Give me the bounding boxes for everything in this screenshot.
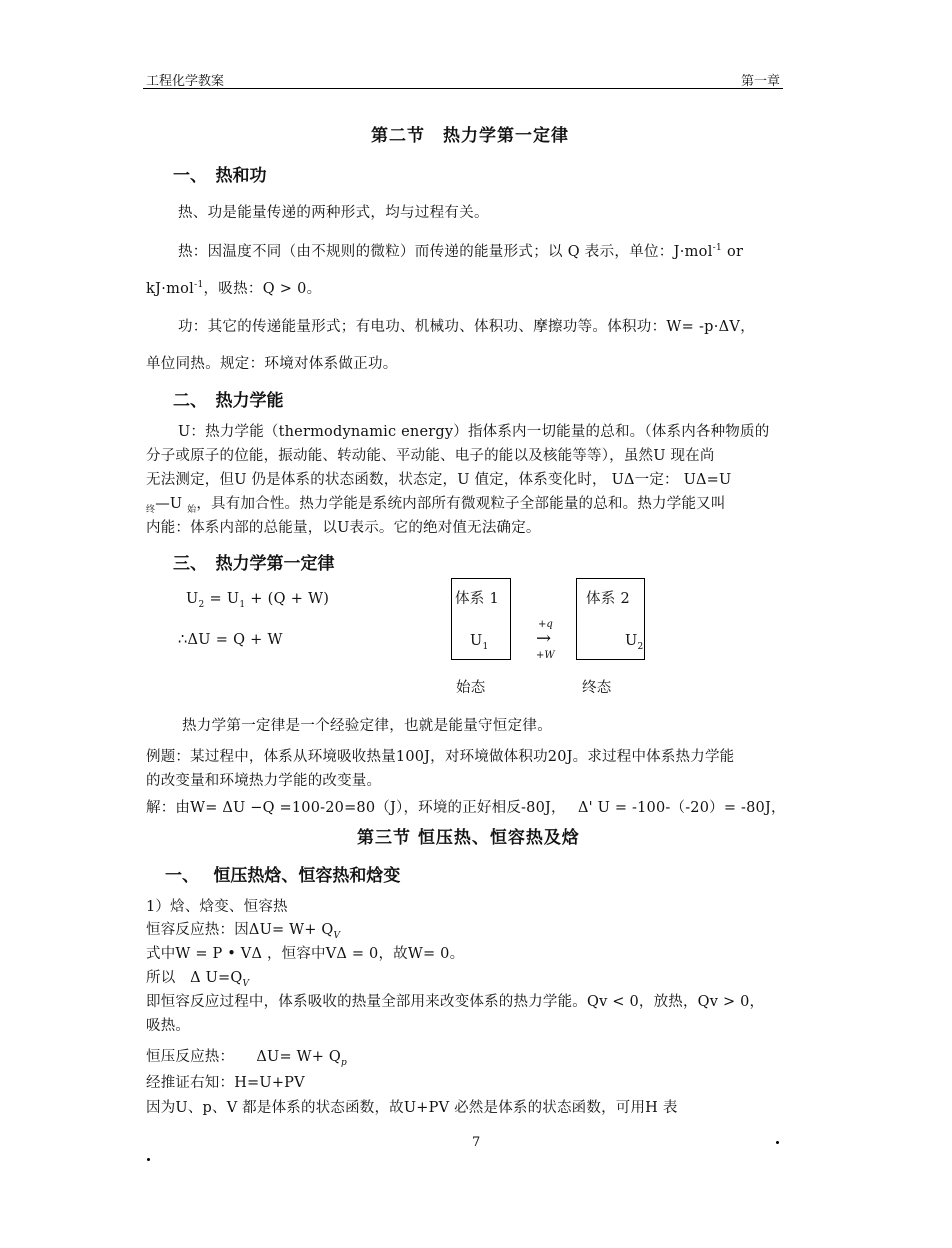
header-rule — [143, 88, 783, 89]
system1-energy: $U_1$ — [470, 633, 489, 652]
arrow-work-label: +W — [536, 650, 555, 661]
section-title: 第二节 热力学第一定律 — [371, 126, 569, 146]
system2-box — [576, 578, 645, 660]
system2-label: 体系 2 — [586, 591, 631, 607]
footer-dot-right — [776, 1141, 779, 1144]
initial-state-label: 始态 — [456, 680, 486, 696]
section3-line4: 所以 Δ $U=Q_V$ — [146, 970, 250, 989]
section3-title: 第三节 恒压热、恒容热及焓 — [357, 828, 580, 848]
process-arrow-icon: → — [536, 628, 552, 649]
energy-paragraph-line5: 内能：体系内部的总能量，以U表示。它的绝对值无法确定。 — [146, 520, 541, 536]
final-state-label: 终态 — [582, 680, 612, 696]
header-chapter: 第一章 — [740, 74, 780, 89]
equation-internal-energy: $U_2 = U_1 + (Q + W)$ — [186, 591, 330, 610]
example-problem-line1: 例题：某过程中，体系从环境吸收热量100J，对环境做体积功20J。求过程中体系热力学能 — [146, 749, 735, 765]
heading-first-law: 三、 热力学第一定律 — [173, 554, 335, 574]
equation-first-law: ∴ΔU = Q + W — [178, 632, 283, 648]
section3-line6: 吸热。 — [146, 1018, 191, 1034]
section3-line9: 因为U、p、V 都是体系的状态函数，故U+PV 必然是体系的状态函数，可用H 表 — [146, 1100, 678, 1116]
system1-label: 体系 1 — [455, 591, 500, 607]
energy-paragraph-line1: U：热力学能（thermodynamic energy）指体系内一切能量的总和。（体系内各种物质的 — [178, 424, 770, 440]
example-solution: 解：由W= ΔU −Q =100-20=80（J），环境的正好相反-80J， Δ' U = -100-（-20）= -80J， — [146, 800, 786, 816]
header-course-title: 工程化学教案 — [146, 74, 225, 89]
energy-paragraph-line4: $_终$—U $_始$，具有加合性。热力学能是系统内部所有微观粒子全部能量的总和。热力学能又叫 — [146, 496, 726, 515]
paragraph-heat-work-intro: 热、功是能量传递的两种形式，均与过程有关。 — [178, 205, 489, 221]
section3-line5: 即恒容反应过程中，体系吸收的热量全部用来改变体系的热力学能。Qv < 0，放热，Qv > 0， — [146, 994, 765, 1010]
system2-energy: $U_2$ — [625, 633, 644, 652]
system1-box — [451, 578, 511, 660]
paragraph-heat-definition-line1: 热：因温度不同（由不规则的微粒）而传递的能量形式；以 Q 表示，单位：J·mol$^{-1}$ or — [178, 243, 744, 260]
section3-line3: 式中W = P • VΔ ，恒容中VΔ = 0，故W= 0。 — [146, 946, 465, 962]
heading-thermodynamic-energy: 二、 热力学能 — [173, 391, 284, 411]
page-number: 7 — [472, 1135, 481, 1150]
paragraph-heat-definition-line2: kJ·mol$^{-1}$，吸热：Q > 0。 — [146, 280, 322, 297]
heading-constant-pressure-heat: 一、 恒压热焓、恒容热和焓变 — [165, 866, 401, 886]
heading-heat-and-work: 一、 热和功 — [173, 166, 267, 186]
example-problem-line2: 的改变量和环境热力学能的改变量。 — [146, 773, 382, 789]
energy-paragraph-line3: 无法测定，但U 仍是体系的状态函数，状态定，U 值定，体系变化时， UΔ一定： UΔ=U — [146, 472, 732, 488]
footer-dot-left — [147, 1158, 150, 1161]
arrow-heat-label: +q — [538, 619, 553, 630]
section3-line2: 恒容反应热：因$\Delta U= W+ Q_V$ — [146, 922, 341, 941]
section3-line1: 1）焓、焓变、恒容热 — [146, 899, 288, 915]
section3-line8: 经推证右知：H=U+PV — [146, 1075, 305, 1091]
law-statement: 热力学第一定律是一个经验定律，也就是能量守恒定律。 — [182, 718, 552, 734]
energy-paragraph-line2: 分子或原子的位能，振动能、转动能、平动能、电子的能以及核能等等），虽然U 现在尚 — [146, 448, 715, 464]
section3-line7: 恒压反应热： $\Delta U= W+ Q_p$ — [146, 1049, 347, 1068]
paragraph-work-definition-line1: 功：其它的传递能量形式；有电功、机械功、体积功、摩擦功等。体积功：W= -p·ΔV， — [178, 319, 755, 335]
paragraph-work-definition-line2: 单位同热。规定：环境对体系做正功。 — [146, 356, 398, 372]
